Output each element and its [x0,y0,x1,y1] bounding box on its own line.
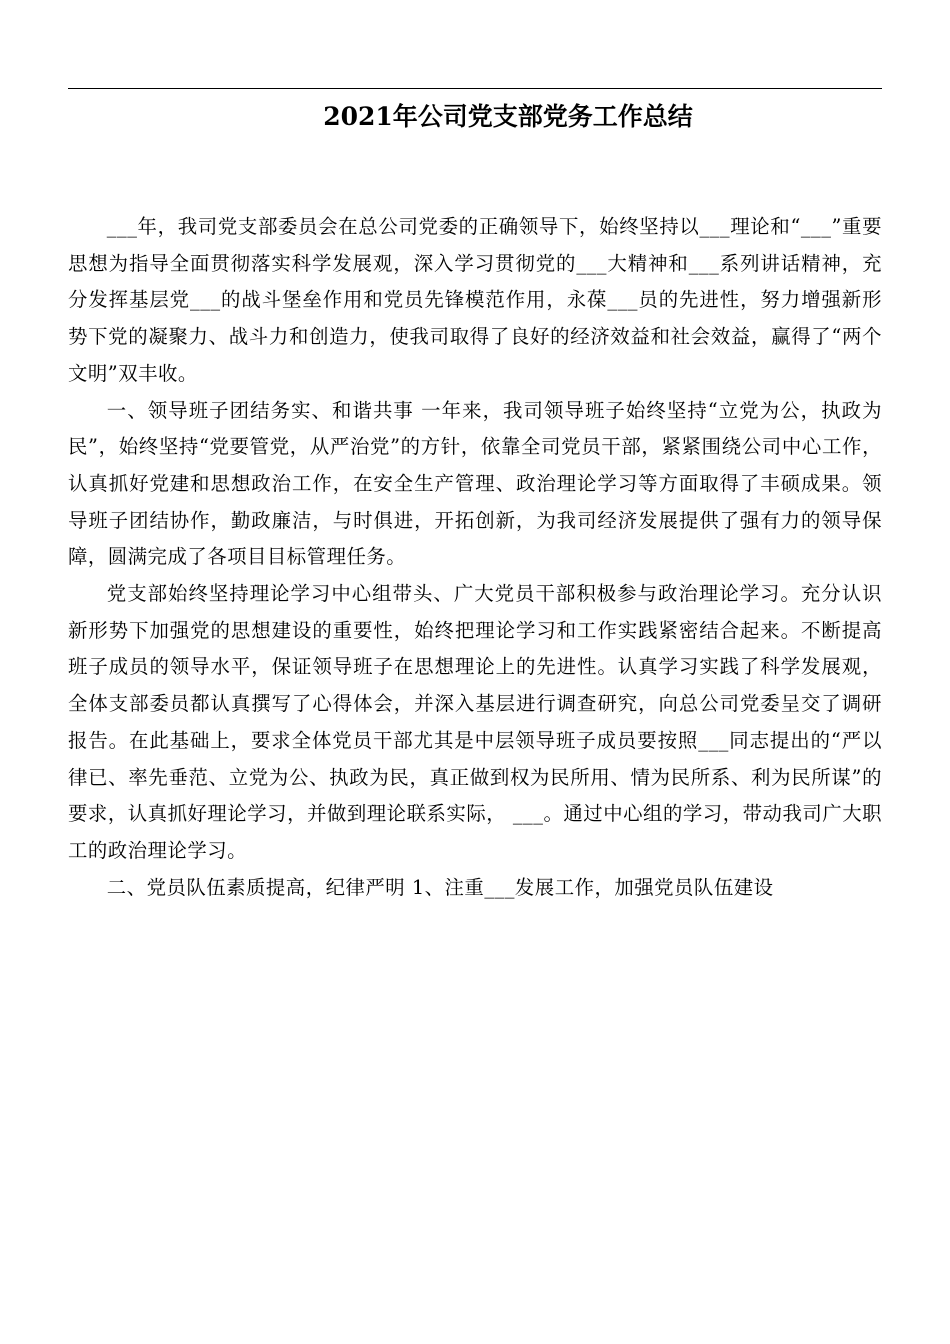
paragraph-intro: ___年，我司党支部委员会在总公司党委的正确领导下，始终坚持以___理论和“___”重要思想为指导全面贯彻落实科学发展观，深入学习贯彻党的___大精神和___系列讲话精神，充分发挥基层党___的战斗堡垒作用和党员先锋模范作用，永葆___员的先进性，努力增强新形势下党的凝聚力、战斗力和创造力，使我司取得了良好的经济效益和社会效益，赢得了“两个文明”双丰收。 [68,215,882,385]
paragraph-theory-study: 党支部始终坚持理论学习中心组带头、广大党员干部积极参与政治理论学习。充分认识新形势下加强党的思想建设的重要性，始终把理论学习和工作实践紧密结合起来。不断提高班子成员的领导水平，保证领导班子在思想理论上的先进性。认真学习实践了科学发展观，全体支部委员都认真撰写了心得体会，并深入基层进行调查研究，向总公司党委呈交了调研报告。在此基础上，要求全体党员干部尤其是中层领导班子成员要按照___同志提出的“严以律已、率先垂范、立党为公、执政为民，真正做到权为民所用、情为民所系、利为民所谋”的要求，认真抓好理论学习，并做到理论联系实际， ___。通过中心组的学习，带动我司广大职工的政治理论学习。 [68,582,882,862]
document-title: 2021年公司党支部党务工作总结 [323,102,693,131]
header-rule [68,88,882,89]
paragraph-leadership: 一、领导班子团结务实、和谐共事 一年来，我司领导班子始终坚持“立党为公，执政为民”，始终坚持“党要管党，从严治党”的方针，依靠全司党员干部，紧紧围绕公司中心工作，认真抓好党建和思想政治工作，在安全生产管理、政治理论学习等方面取得了丰硕成果。领导班子团结协作，勤政廉洁，与时俱进，开拓创新，为我司经济发展提供了强有力的领导保障，圆满完成了各项目目标管理任务。 [68,398,882,569]
document-body [68,209,882,906]
paragraph-party-members: 二、党员队伍素质提高，纪律严明 1、注重___发展工作，加强党员队伍建设 [106,875,774,899]
